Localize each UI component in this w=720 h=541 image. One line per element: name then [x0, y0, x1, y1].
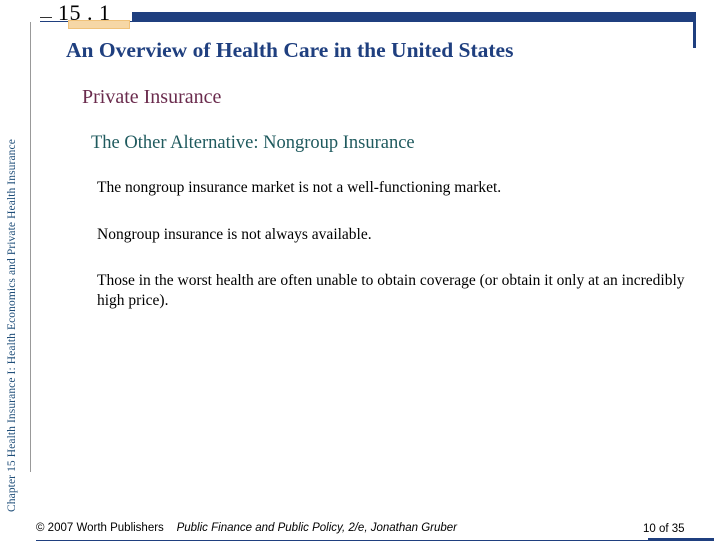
slide-title: An Overview of Health Care in the United States	[66, 38, 514, 62]
bullet-item: Nongroup insurance is not always available.	[97, 226, 372, 243]
footer-credit	[36, 522, 457, 534]
right-corner-tick	[693, 12, 696, 48]
section-title: Private Insurance	[82, 86, 222, 108]
top-blue-band	[132, 12, 696, 21]
side-chapter-title: Chapter 15 Health Insurance I: Health Economics and Private Health Insurance	[6, 139, 18, 512]
page-number: 10 of 35	[643, 523, 685, 535]
top-thin-rule	[40, 21, 696, 22]
side-divider	[30, 22, 31, 472]
chapter-number: 15 . 1	[58, 0, 111, 25]
top-rule-left	[40, 17, 52, 18]
bullet-item: The nongroup insurance market is not a well-functioning market.	[97, 179, 502, 196]
bullet-item: Those in the worst health are often unable to obtain coverage (or obtain it only at an incredibly high price).	[97, 272, 685, 309]
footer-copyright: © 2007 Worth Publishers	[36, 522, 164, 534]
subsection-title: The Other Alternative: Nongroup Insurance	[91, 133, 415, 153]
footer-book-title: Public Finance and Public Policy, 2/e, Jonathan Gruber	[176, 522, 458, 534]
